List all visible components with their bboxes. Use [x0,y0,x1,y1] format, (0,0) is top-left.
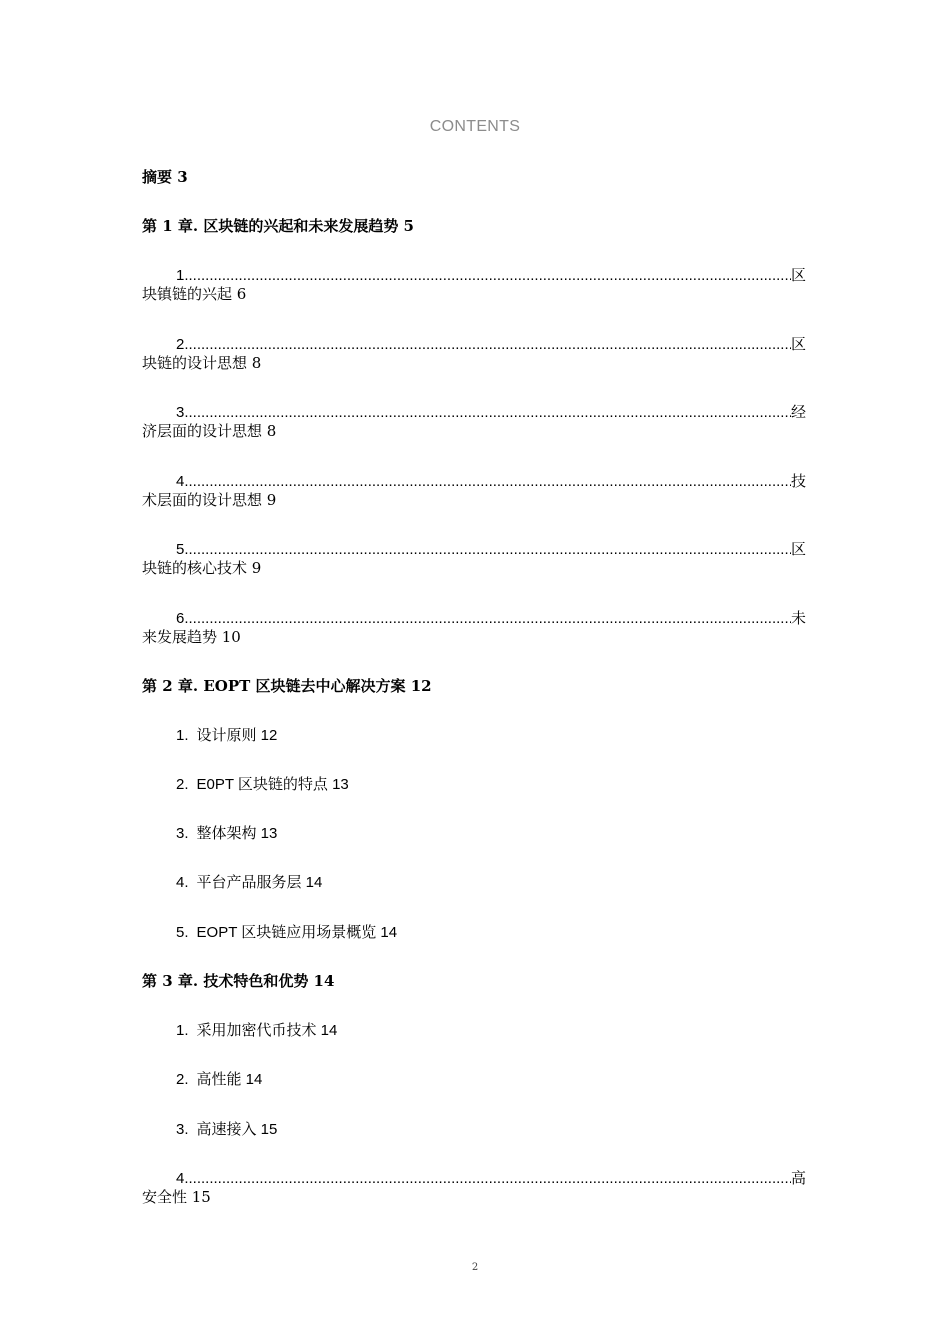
toc-entry-number: 1. [176,727,189,744]
toc-entry-number: 1 [176,267,185,284]
toc-entry-text: EOPT 区块链应用场景概览 14 [196,924,398,941]
toc-chapter-1[interactable]: 第 1 章. 区块链的兴起和未来发展趋势 5 [142,217,414,235]
toc-entry-2-2[interactable] [176,775,806,794]
toc-entry-text: 平台产品服务层 14 [196,874,323,891]
toc-entry-2-5[interactable] [176,923,806,942]
toc-entry-first-char: 区 [790,335,806,353]
toc-entry-number: 2 [176,336,185,353]
toc-chapter-3[interactable]: 第 3 章. 技术特色和优势 14 [142,972,335,990]
leader-dots [184,335,791,354]
toc-entry-text: 采用加密代币技术 14 [196,1022,338,1039]
toc-entry-2-3[interactable] [176,824,806,843]
toc-entry-number: 4 [176,473,185,490]
toc-entry-number: 5 [176,541,185,558]
toc-entry-text: 块链的设计思想 8 [142,354,262,372]
toc-entry-1-6[interactable] [142,609,806,647]
toc-entry-3-3[interactable] [176,1120,806,1139]
toc-entry-1-5[interactable] [142,540,806,578]
toc-entry-number: 3 [176,404,185,421]
toc-entry-number: 4. [176,874,189,891]
toc-entry-1-4[interactable] [142,472,806,510]
leader-dots [184,609,791,628]
toc-chapter-2[interactable]: 第 2 章. EOPT 区块链去中心解决方案 12 [142,677,432,695]
toc-entry-number: 6 [176,610,185,627]
toc-entry-3-1[interactable] [176,1021,806,1040]
toc-entry-first-char: 经 [790,403,806,421]
toc-entry-first-char: 未 [790,609,806,627]
toc-abstract[interactable]: 摘要 3 [142,168,188,186]
toc-entry-text: 高速接入 15 [196,1121,278,1138]
toc-entry-text: E0PT 区块链的特点 13 [196,776,349,793]
toc-entry-number: 3. [176,1121,189,1138]
toc-entry-first-char: 高 [790,1169,806,1187]
leader-dots [184,472,791,491]
toc-entry-text: 块链的核心技术 9 [142,559,262,577]
toc-entry-text: 设计原则 12 [196,727,278,744]
toc-entry-2-4[interactable] [176,873,806,892]
leader-dots [184,540,791,559]
toc-entry-1-1[interactable] [142,266,806,304]
toc-entry-text: 术层面的设计思想 9 [142,491,277,509]
toc-entry-number: 5. [176,924,189,941]
toc-entry-number: 3. [176,825,189,842]
toc-entry-3-2[interactable] [176,1070,806,1089]
toc-entry-text: 块镇链的兴起 6 [142,285,247,303]
toc-entry-text: 来发展趋势 10 [142,628,241,646]
toc-title: CONTENTS [429,118,521,135]
toc-entry-1-2[interactable] [142,335,806,373]
toc-entry-2-1[interactable] [176,726,806,745]
toc-entry-text: 济层面的设计思想 8 [142,422,277,440]
leader-dots [184,403,791,422]
toc-entry-number: 2. [176,1071,189,1088]
toc-entry-number: 2. [176,776,189,793]
page-number: 2 [471,1262,479,1273]
toc-entry-first-char: 区 [790,266,806,284]
toc-entry-text: 安全性 15 [142,1188,211,1206]
leader-dots [184,1169,791,1188]
toc-entry-first-char: 技 [790,472,806,490]
toc-entry-text: 高性能 14 [196,1071,263,1088]
toc-entry-number: 1. [176,1022,189,1039]
toc-entry-1-3[interactable] [142,403,806,441]
leader-dots [184,266,791,285]
toc-entry-first-char: 区 [790,540,806,558]
toc-entry-3-4[interactable] [142,1169,806,1207]
toc-entry-text: 整体架构 13 [196,825,278,842]
toc-entry-number: 4 [176,1170,185,1187]
